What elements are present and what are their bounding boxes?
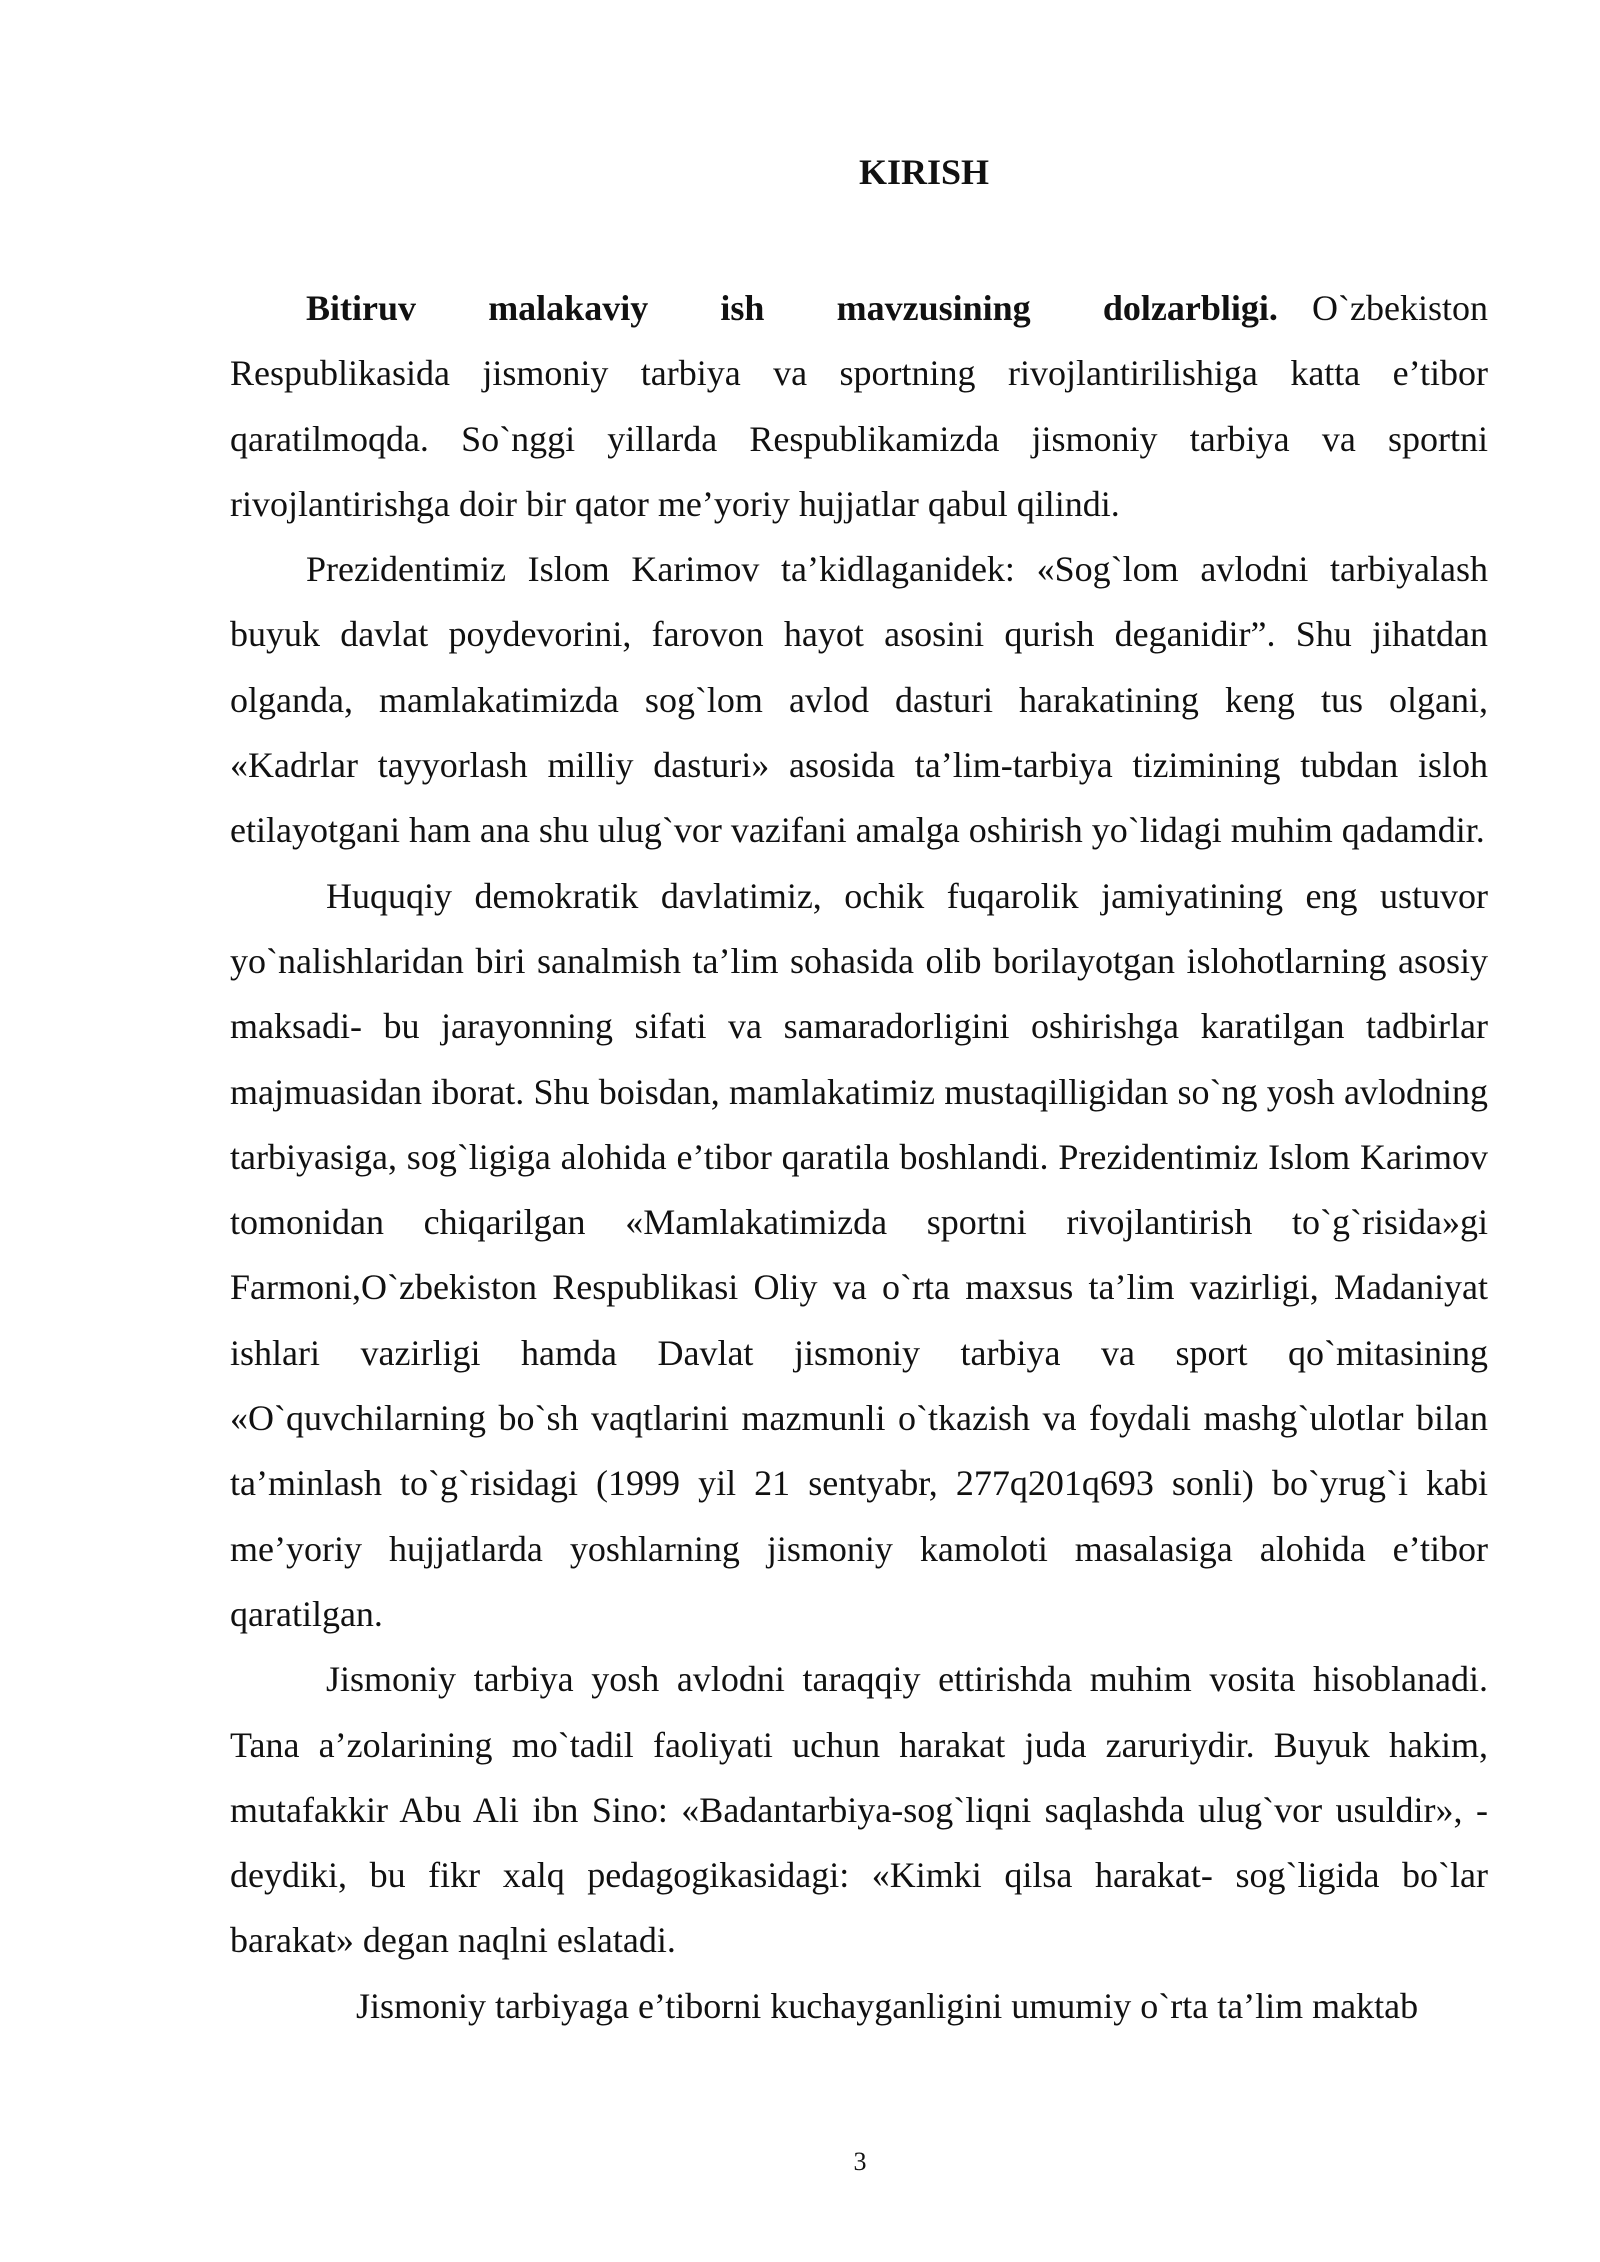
page-number: 3 xyxy=(853,2147,867,2176)
paragraph-reforms: Huquqiy demokratik davlatimiz, ochik fuqarolik jamiyatining eng ustuvor yo`nalishlaridan biri sanalmish ta’lim sohasida olib borilayotgan islohotlarning asosiy maksadi- bu jarayonning sifati va samaradorligini oshirishga karatilgan tadbirlar majmuasidan iborat. Shu boisdan, mamlakatimiz mustaqilligidan so`ng yosh avlodning tarbiyasiga, sog`ligiga alohida e’tibor qaratila boshlandi. Prezidentimiz Islom Karimov tomonidan chiqarilgan «Mamlakatimizda sportni rivojlantirish to`g`risida»gi Farmoni,O`zbekiston Respublikasi Oliy va o`rta maxsus ta’lim vazirligi, Madaniyat ishlari vazirligi hamda Davlat jismoniy tarbiya va sport qo`mitasining «O`quvchilarning bo`sh vaqtlarini mazmunli o`tkazish va foydali mashg`ulotlar bilan ta’minlash to`g`risidagi (1999 yil 21 sentyabr, 277q201q693 sonli) bo`yrug`i kabi me’yoriy hujjatlarda yoshlarning jismoniy kamoloti masalasiga alohida e’tibor qaratilgan. xyxy=(230,875,1488,1634)
paragraph-relevance xyxy=(230,276,1488,537)
paragraph-lead-heading: Bitiruv malakaviy ish mavzusining dolzarbligi. xyxy=(306,288,1278,328)
document-page xyxy=(230,150,1488,2039)
paragraph-president-quote: Prezidentimiz Islom Karimov ta’kidlaganidek: «Sog`lom avlodni tarbiyalash buyuk davlat poydevorini, farovon hayot asosini qurish deganidir”. Shu jihatdan olganda, mamlakatimizda sog`lom avlod dasturi harakatining keng tus olgani, «Kadrlar tayyorlash milliy dasturi» asosida ta’lim-tarbiya tizimining tubdan isloh etilayotgani ham ana shu ulug`vor vazifani amalga oshirish yo`lidagi muhim qadamdir. xyxy=(230,549,1488,851)
paragraph-continuation: Jismoniy tarbiyaga e’tiborni kuchayganligini umumiy o`rta ta’lim maktab xyxy=(356,1985,1419,2026)
paragraph-physical-education: Jismoniy tarbiya yosh avlodni taraqqiy ettirishda muhim vosita hisoblanadi. Tana a’zolarining mo`tadil faoliyati uchun harakat juda zaruriydir. Buyuk hakim, mutafakkir Abu Ali ibn Sino: «Badantarbiya-sog`liqni saqlashda ulug`vor usuldir», -deydiki, bu fikr xalq pedagogikasidagi: «Kimki qilsa harakat- sog`ligida bo`lar barakat» degan naqlni eslatadi. xyxy=(230,1659,1488,1961)
page-title: KIRISH xyxy=(858,152,990,192)
paragraph-text: O`zbekiston Respublikasida jismoniy tarbiya va sportning rivojlantirilishiga katta e’tibor qaratilmoqda. So`nggi yillarda Respublikamizda jismoniy tarbiya va sportni rivojlantirishga doir bir qator me’yoriy hujjatlar qabul qilindi. xyxy=(230,288,1488,524)
